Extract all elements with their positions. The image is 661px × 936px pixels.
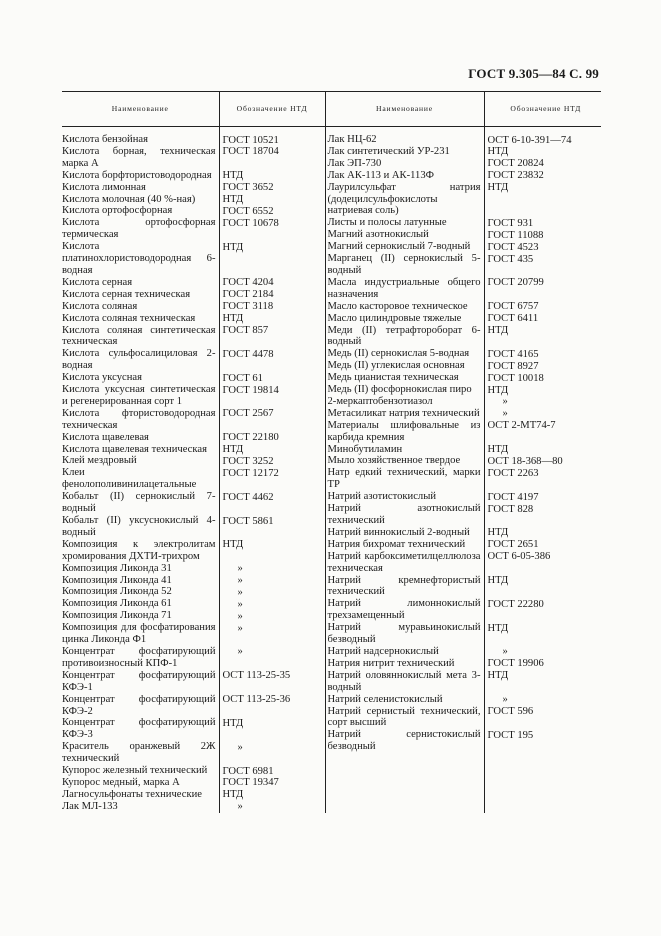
left-name-11: Кислота соляная техническая	[62, 312, 196, 324]
left-name-25: Композиция Ликонда 41	[62, 574, 172, 586]
left-name-15: Кислота уксусная синтетическая и регенерированная сорт 1	[62, 384, 216, 407]
left-name-20: Клеи фенолополивинилацетальные	[62, 467, 197, 491]
left-doc-12: ГОСТ 857	[222, 325, 269, 336]
left-doc-17: ГОСТ 22180	[222, 432, 279, 444]
right-name-20: Минобутиламин	[327, 443, 403, 455]
right-name-5: Листы и полосы латунные	[327, 217, 447, 229]
right-name-26: Натрия бихромат технический	[327, 538, 466, 550]
left-name-23: Композиция к электролитам хромирования ДХТИ-трихром	[62, 538, 216, 562]
right-doc-33: НТД	[487, 670, 509, 682]
right-name-10: Масло касторовое техническое	[327, 300, 468, 312]
right-doc-11: ГОСТ 6411	[487, 313, 539, 325]
left-doc-3: ГОСТ 3652	[222, 182, 274, 194]
left-name-24: Композиция Ликонда 31	[62, 562, 172, 574]
right-name-16: Медь (II) фосфорнокислая пиро	[327, 384, 472, 396]
column-header-doc-right: Обозначение НТД	[484, 92, 601, 127]
left-doc-8: ГОСТ 4204	[222, 277, 274, 289]
right-doc-20: НТД	[487, 444, 509, 456]
left-name-5: Кислота ортофосфорная	[62, 205, 173, 217]
left-doc-15: ГОСТ 19814	[222, 384, 279, 396]
right-doc-21: ОСТ 18-368—80	[487, 455, 563, 467]
right-doc-0: ОСТ 6-10-391—74	[487, 134, 572, 146]
right-name-8: Марганец (II) сернокислый 5-водный	[327, 253, 481, 276]
left-name-32: Концентрат фосфатирующий КФЭ-2	[62, 693, 216, 717]
right-doc-19: ОСТ 2-МТ74-7	[487, 420, 556, 432]
left-doc-38: »	[237, 801, 243, 813]
left-doc-25: »	[237, 575, 243, 587]
right-name-18: Метасиликат натрия технический	[327, 407, 480, 419]
right-name-29: Натрий лимоннокислый трехзамещенный	[327, 598, 481, 622]
materials-table	[62, 91, 601, 813]
left-doc-9: ГОСТ 2184	[222, 289, 274, 301]
left-name-26: Композиция Ликонда 52	[62, 586, 172, 598]
right-doc-14: ГОСТ 8927	[487, 360, 539, 372]
left-doc-4: НТД	[222, 194, 244, 206]
left-name-22: Кобальт (II) уксуснокислый 4-водный	[62, 515, 216, 538]
left-name-37: Лагносульфонаты технические	[62, 788, 202, 800]
right-name-3: Лак АК-113 и АК-113Ф	[327, 169, 435, 181]
right-name-19: Материалы шлифовальные из карбида кремния	[327, 419, 481, 443]
right-name-31: Натрий надсернокислый	[327, 645, 439, 657]
right-doc-10: ГОСТ 6757	[487, 301, 539, 313]
right-doc-16: НТД	[487, 384, 509, 396]
right-column-names	[325, 127, 484, 813]
right-doc-26: ГОСТ 2651	[487, 539, 539, 551]
left-name-34: Краситель оранжевый 2Ж технический	[62, 741, 216, 765]
left-doc-11: НТД	[222, 313, 244, 325]
right-name-30: Натрий муравьинокислый безводный	[327, 622, 481, 646]
right-doc-35: ГОСТ 596	[487, 706, 534, 717]
right-doc-2: ГОСТ 20824	[487, 158, 544, 170]
left-doc-37: НТД	[222, 789, 244, 801]
right-doc-6: ГОСТ 11088	[487, 229, 544, 241]
right-doc-32: ГОСТ 19906	[487, 658, 544, 670]
left-doc-32: ОСТ 113-25-36	[222, 694, 291, 706]
right-doc-36: ГОСТ 195	[487, 729, 534, 741]
right-name-36: Натрий сернистокислый безводный	[327, 729, 481, 753]
left-doc-2: НТД	[222, 170, 244, 182]
right-name-0: Лак НЦ-62	[327, 134, 377, 145]
left-name-2: Кислота борфтористоводородная	[62, 169, 212, 181]
left-doc-34: »	[237, 741, 243, 753]
left-name-4: Кислота молочная (40 %-ная)	[62, 193, 196, 205]
left-name-27: Композиция Ликонда 61	[62, 598, 172, 610]
right-name-15: Медь цианистая техническая	[327, 372, 459, 384]
left-name-16: Кислота фтористоводородная техническая	[62, 407, 216, 431]
left-doc-36: ГОСТ 19347	[222, 777, 279, 789]
left-name-38: Лак МЛ-133	[62, 800, 118, 812]
right-name-4: Лаурилсульфат натрия (додецилсульфокислоты натриевая соль)	[327, 181, 481, 217]
right-doc-30: НТД	[487, 622, 509, 634]
left-name-10: Кислота соляная	[62, 300, 138, 312]
left-name-1: Кислота борная, техническая марка А	[62, 145, 216, 169]
left-name-19: Клей мездровый	[62, 455, 137, 467]
left-name-31: Концентрат фосфатирующий КФЭ-1	[62, 669, 216, 693]
left-doc-22: ГОСТ 5861	[222, 515, 274, 527]
left-doc-26: »	[237, 586, 243, 598]
right-name-13: Медь (II) сернокислая 5-водная	[327, 348, 470, 360]
left-column-docs	[219, 127, 325, 813]
left-name-21: Кобальт (II) сернокислый 7-водный	[62, 491, 216, 515]
left-doc-5: ГОСТ 6552	[222, 205, 274, 217]
left-name-35: Купорос железный технический	[62, 765, 208, 777]
left-doc-14: ГОСТ 61	[222, 372, 263, 384]
left-doc-13: ГОСТ 4478	[222, 348, 274, 360]
right-name-12: Меди (II) тетрафтороборат 6-водный	[327, 324, 481, 348]
right-doc-7: ГОСТ 4523	[487, 241, 539, 253]
left-name-7: Кислота платинохлористоводородная 6-водная	[62, 241, 216, 276]
left-name-3: Кислота лимонная	[62, 181, 146, 193]
right-doc-23: ГОСТ 4197	[487, 491, 539, 503]
right-name-32: Натрия нитрит технический	[327, 657, 455, 669]
right-name-33: Натрий оловяннокислый мета 3-водный	[327, 669, 481, 693]
left-doc-21: ГОСТ 4462	[222, 491, 274, 503]
left-name-33: Концентрат фосфатирующий КФЭ-3	[62, 717, 216, 741]
left-name-28: Композиция Ликонда 71	[62, 610, 172, 622]
right-doc-12: НТД	[487, 325, 509, 336]
column-header-name-right: Наименование	[325, 92, 484, 127]
left-doc-23: НТД	[222, 539, 244, 551]
left-doc-29: »	[237, 622, 243, 634]
left-doc-33: НТД	[222, 717, 244, 729]
left-column-names	[62, 127, 219, 813]
right-doc-27: ОСТ 6-05-386	[487, 551, 551, 563]
right-column-docs	[484, 127, 601, 813]
left-name-18: Кислота щавелевая техническая	[62, 443, 207, 455]
right-doc-29: ГОСТ 22280	[487, 598, 544, 610]
right-doc-15: ГОСТ 10018	[487, 372, 544, 384]
column-header-name-left: Наименование	[62, 92, 219, 127]
right-doc-9: ГОСТ 20799	[487, 277, 544, 289]
right-doc-5: ГОСТ 931	[487, 217, 534, 229]
right-doc-18: »	[502, 408, 508, 420]
right-name-1: Лак синтетический УР-231	[327, 145, 450, 157]
left-name-14: Кислота уксусная	[62, 372, 142, 384]
left-doc-28: »	[237, 610, 243, 622]
left-name-8: Кислота серная	[62, 276, 133, 288]
left-doc-6: ГОСТ 10678	[222, 217, 279, 229]
right-name-21: Мыло хозяйственное твердое	[327, 455, 461, 467]
right-doc-22: ГОСТ 2263	[487, 467, 539, 479]
left-name-0: Кислота бензойная	[62, 134, 148, 145]
left-doc-35: ГОСТ 6981	[222, 765, 274, 777]
table-body	[62, 127, 601, 813]
right-doc-13: ГОСТ 4165	[487, 348, 539, 360]
right-doc-8: ГОСТ 435	[487, 253, 534, 265]
left-doc-7: НТД	[222, 241, 244, 253]
left-doc-18: НТД	[222, 444, 244, 456]
right-name-2: Лак ЭП-730	[327, 157, 382, 169]
right-name-34: Натрий селенистокислый	[327, 693, 443, 705]
left-doc-30: »	[237, 646, 243, 658]
right-doc-4: НТД	[487, 182, 509, 194]
table-row	[62, 127, 601, 813]
right-doc-17: »	[502, 396, 508, 408]
right-doc-34: »	[502, 694, 508, 706]
right-name-9: Масла индустриальные общего назначения	[327, 276, 481, 300]
right-doc-24: ГОСТ 828	[487, 503, 534, 515]
page-header: ГОСТ 9.305—84 С. 99	[468, 66, 599, 81]
right-name-11: Масло цилиндровые тяжелые	[327, 312, 462, 324]
left-doc-16: ГОСТ 2567	[222, 408, 274, 420]
right-name-27: Натрий карбоксиметилцеллюлоза техническая	[327, 550, 481, 574]
left-name-9: Кислота серная техническая	[62, 288, 191, 300]
left-name-30: Концентрат фосфатирующий противоизносный КПФ-1	[62, 645, 216, 669]
right-name-6: Магний азотнокислый	[327, 229, 429, 241]
right-doc-3: ГОСТ 23832	[487, 170, 544, 182]
right-name-24: Натрий азотнокислый технический	[327, 503, 481, 526]
right-name-7: Магний сернокислый 7-водный	[327, 241, 471, 253]
left-name-17: Кислота щавелевая	[62, 431, 149, 443]
left-name-13: Кислота сульфосалициловая 2-водная	[62, 348, 216, 372]
left-doc-27: »	[237, 598, 243, 610]
right-doc-28: НТД	[487, 575, 509, 587]
left-doc-20: ГОСТ 12172	[222, 467, 279, 479]
left-name-29: Композиция для фосфатирования цинка Ликонда Ф1	[62, 622, 216, 646]
right-doc-31: »	[502, 646, 508, 658]
right-name-28: Натрий кремнефтористый технический	[327, 574, 481, 598]
column-header-doc-left: Обозначение НТД	[219, 92, 325, 127]
left-doc-31: ОСТ 113-25-35	[222, 670, 291, 682]
right-name-35: Натрий сернистый технический, сорт высший	[327, 705, 481, 729]
right-name-22: Натр едкий технический, марки ТР	[327, 467, 481, 491]
left-doc-24: »	[237, 563, 243, 575]
left-doc-0: ГОСТ 10521	[222, 134, 279, 146]
right-doc-1: НТД	[487, 146, 509, 158]
left-name-6: Кислота ортофосфорная термическая	[62, 217, 216, 241]
right-name-17: 2-меркаптобензотиазол	[327, 395, 433, 407]
table-header	[62, 92, 601, 127]
left-doc-19: ГОСТ 3252	[222, 455, 274, 467]
right-name-25: Натрий виннокислый 2-водный	[327, 526, 470, 538]
right-name-14: Медь (II) углекислая основная	[327, 360, 465, 372]
left-doc-10: ГОСТ 3118	[222, 301, 274, 313]
left-doc-1: ГОСТ 18704	[222, 146, 279, 158]
left-name-12: Кислота соляная синтетическая техническая	[62, 324, 216, 348]
left-name-36: Купорос медный, марка А	[62, 776, 180, 788]
right-doc-25: НТД	[487, 527, 509, 539]
right-name-23: Натрий азотистокислый	[327, 491, 436, 503]
